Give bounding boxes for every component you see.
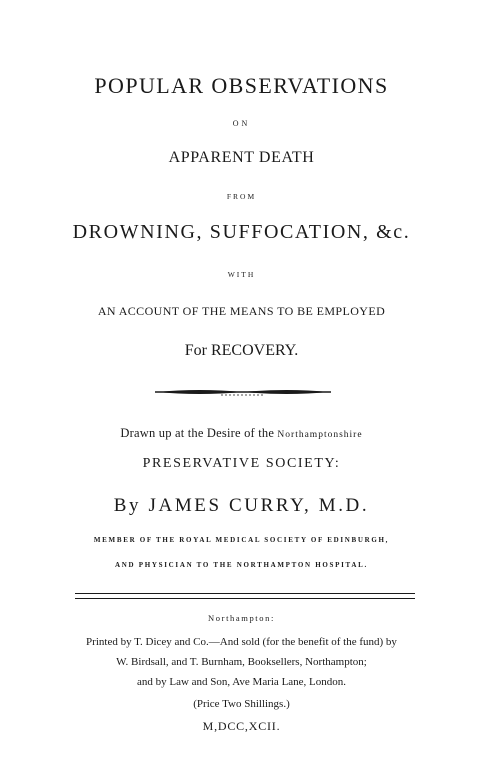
imprint-line-1: Printed by T. Dicey and Co.—And sold (for the benefit of the fund) by [86, 636, 397, 648]
imprint-place: Northampton: [208, 613, 275, 623]
ornamental-rule [155, 386, 331, 398]
author-line [0, 496, 483, 515]
price-line: (Price Two Shillings.) [193, 698, 290, 710]
recovery-line [0, 343, 483, 359]
county-name: Northamptonshire [277, 430, 363, 440]
author-by: By [113, 495, 142, 516]
connector-from: FROM [226, 192, 257, 201]
commission-line [0, 427, 483, 441]
author-credential-1: MEMBER OF THE ROYAL MEDICAL SOCIETY OF EDINBURGH, [93, 536, 390, 544]
author-credential-2: AND PHYSICIAN TO THE NORTHAMPTON HOSPITAL. [115, 561, 368, 569]
connector-on: ON [232, 119, 251, 128]
recovery-word: RECOVERY. [210, 342, 299, 359]
subject-line: APPARENT DEATH [168, 149, 315, 166]
book-title: POPULAR OBSERVATIONS [94, 73, 389, 98]
divider-rule-bottom [75, 598, 415, 599]
publication-date: M,DCC,XCII. [202, 719, 281, 733]
imprint-line-3: and by Law and Son, Ave Maria Lane, London. [136, 676, 347, 688]
connector-with: WITH [227, 270, 256, 279]
causes-line: DROWNING, SUFFOCATION, &c. [72, 221, 411, 243]
imprint-line-2: W. Birdsall, and T. Burnham, Booksellers, Northampton; [116, 656, 367, 668]
account-line: AN ACCOUNT OF THE MEANS TO BE EMPLOYED [97, 304, 386, 318]
commission-text: Drawn up at the Desire of the [120, 426, 275, 440]
recovery-for: For [184, 342, 207, 359]
divider-rule-top [75, 593, 415, 594]
society-name: PRESERVATIVE SOCIETY: [142, 456, 341, 471]
author-name: JAMES CURRY, M.D. [148, 495, 370, 516]
